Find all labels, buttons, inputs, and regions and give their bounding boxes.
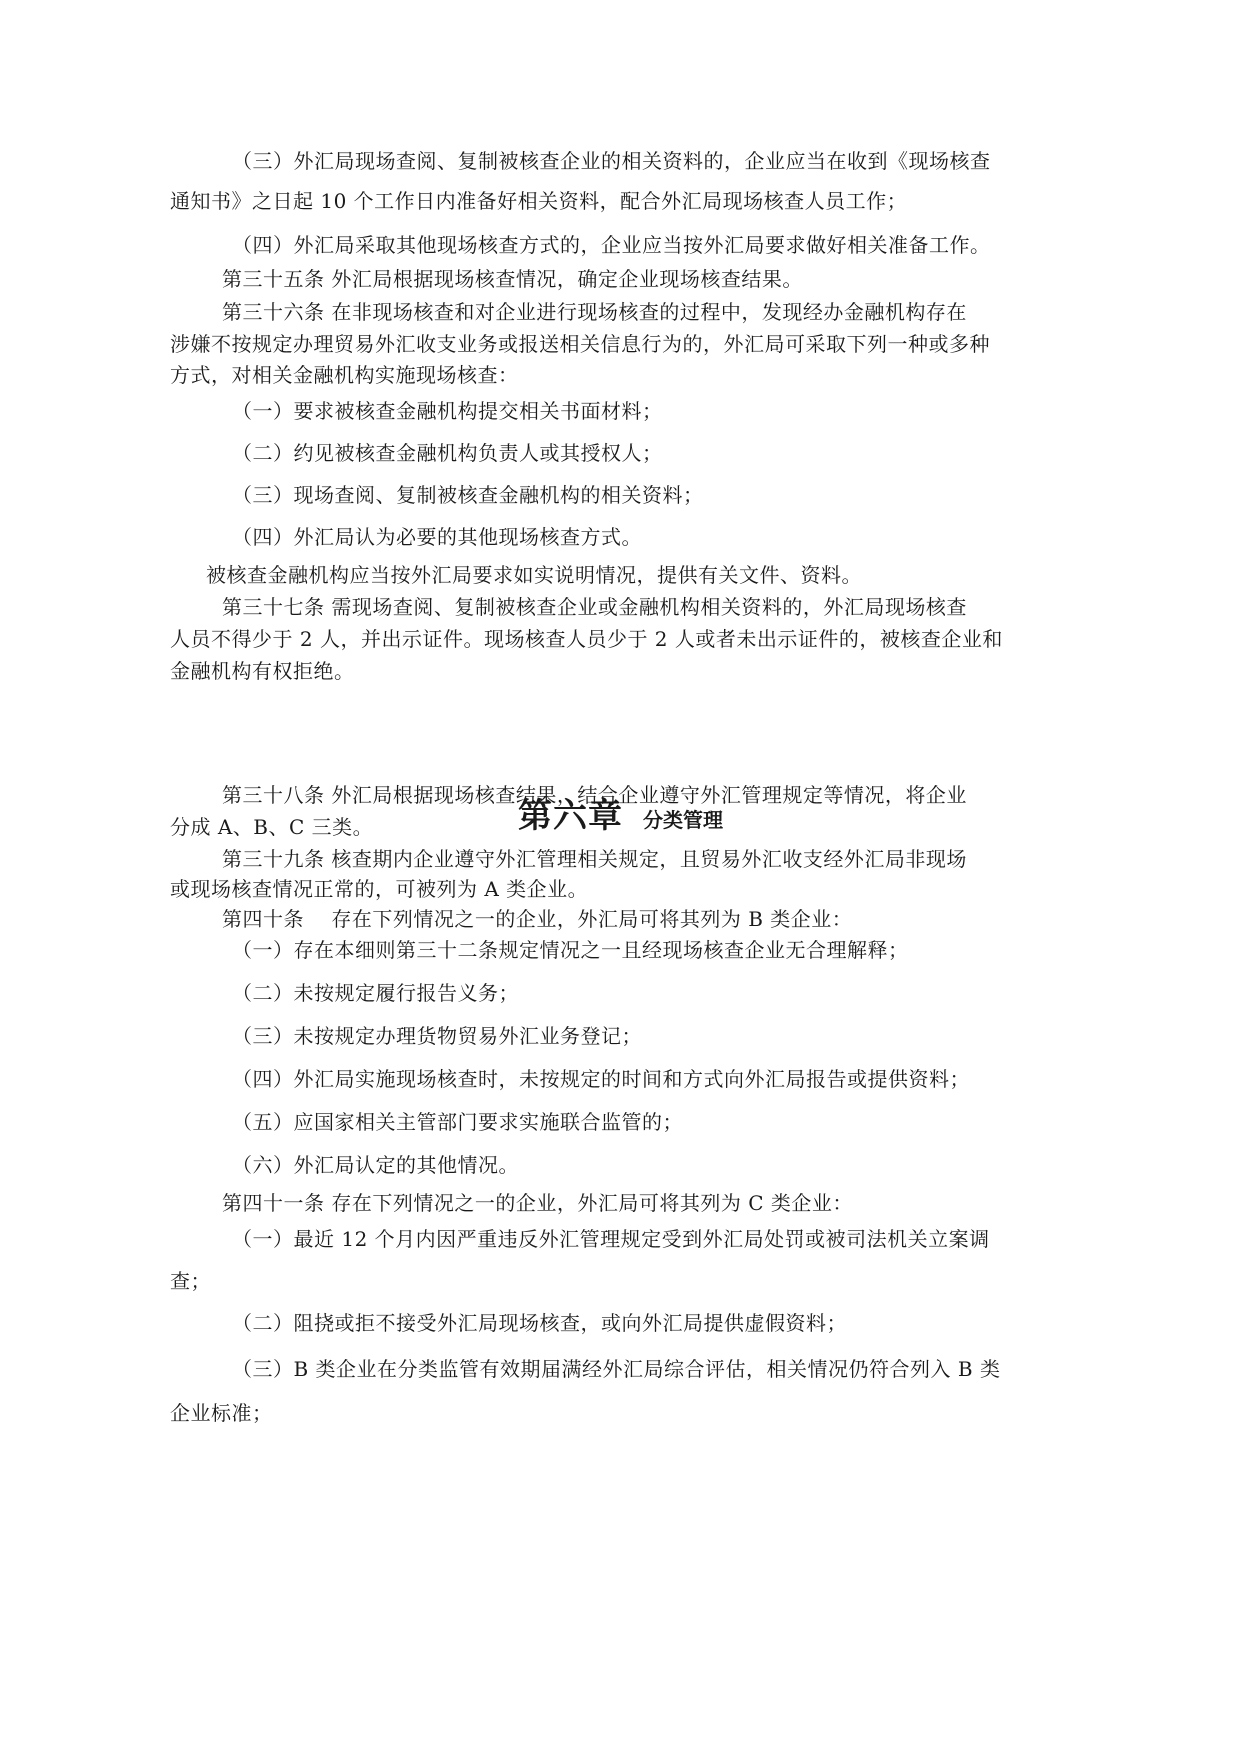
paragraph-line: 企业标准；	[170, 1401, 273, 1425]
article-36: 第三十六条 在非现场核查和对企业进行现场核查的过程中，发现经办金融机构存在	[222, 300, 967, 324]
list-item: （二）未按规定履行报告义务；	[232, 981, 519, 1005]
paragraph-line: 通知书》之日起 10 个工作日内准备好相关资料，配合外汇局现场核查人员工作；	[170, 189, 908, 213]
list-item: （二）约见被核查金融机构负责人或其授权人；	[232, 441, 663, 465]
article-41: 第四十一条 存在下列情况之一的企业，外汇局可将其列为 C 类企业：	[222, 1191, 853, 1215]
list-item: （一）最近 12 个月内因严重违反外汇管理规定受到外汇局处罚或被司法机关立案调	[232, 1227, 990, 1251]
list-item: （一）存在本细则第三十二条规定情况之一且经现场核查企业无合理解释；	[232, 938, 909, 962]
list-item: （三）现场查阅、复制被核查金融机构的相关资料；	[232, 483, 704, 507]
paragraph-line: （四）外汇局采取其他现场核查方式的，企业应当按外汇局要求做好相关准备工作。	[232, 233, 991, 257]
paragraph-line: 金融机构有权拒绝。	[170, 659, 355, 683]
paragraph-line: 人员不得少于 2 人，并出示证件。现场核查人员少于 2 人或者未出示证件的，被核查企业和	[170, 627, 1003, 651]
article-35: 第三十五条 外汇局根据现场核查情况，确定企业现场核查结果。	[222, 267, 803, 291]
paragraph-line: 方式，对相关金融机构实施现场核查：	[170, 363, 519, 387]
paragraph-line: 被核查金融机构应当按外汇局要求如实说明情况，提供有关文件、资料。	[206, 563, 862, 587]
list-item: （二）阻挠或拒不接受外汇局现场核查，或向外汇局提供虚假资料；	[232, 1311, 847, 1335]
article-38: 第三十八条 外汇局根据现场核查结果，结合企业遵守外汇管理规定等情况，将企业	[222, 783, 967, 807]
list-item: （三）B 类企业在分类监管有效期届满经外汇局综合评估，相关情况仍符合列入 B 类	[232, 1357, 1001, 1381]
article-39: 第三十九条 核查期内企业遵守外汇管理相关规定，且贸易外汇收支经外汇局非现场	[222, 847, 967, 871]
paragraph-line: 分成 A、B、C 三类。	[170, 815, 374, 839]
chapter-number: 第六章	[518, 796, 623, 836]
list-item: （四）外汇局认为必要的其他现场核查方式。	[232, 525, 642, 549]
paragraph-line: 涉嫌不按规定办理贸易外汇收支业务或报送相关信息行为的，外汇局可采取下列一种或多种	[170, 332, 990, 356]
list-item: （五）应国家相关主管部门要求实施联合监管的；	[232, 1110, 683, 1134]
list-item: （六）外汇局认定的其他情况。	[232, 1153, 519, 1177]
paragraph-line: （三）外汇局现场查阅、复制被核查企业的相关资料的，企业应当在收到《现场核查	[232, 149, 991, 173]
article-37: 第三十七条 需现场查阅、复制被核查企业或金融机构相关资料的，外汇局现场核查	[222, 595, 967, 619]
list-item: （三）未按规定办理货物贸易外汇业务登记；	[232, 1024, 642, 1048]
list-item: （一）要求被核查金融机构提交相关书面材料；	[232, 399, 663, 423]
paragraph-line: 查；	[170, 1269, 211, 1293]
paragraph-line: 或现场核查情况正常的，可被列为 A 类企业。	[170, 877, 589, 901]
article-40: 第四十条 存在下列情况之一的企业，外汇局可将其列为 B 类企业：	[222, 907, 853, 931]
chapter-title: 分类管理	[643, 808, 723, 832]
list-item: （四）外汇局实施现场核查时，未按规定的时间和方式向外汇局报告或提供资料；	[232, 1067, 970, 1091]
